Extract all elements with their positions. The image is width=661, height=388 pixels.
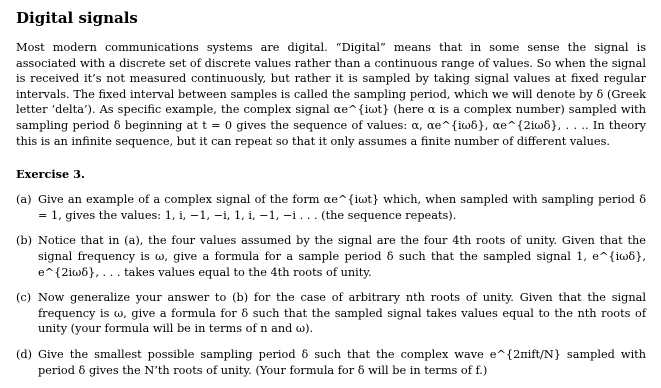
- exercise-item-text: Notice that in (a), the four values assumed by the signal are the four 4th roots of unity. Given that the signal frequency is ω, give a formula for a sample period δ such that the sampled signal 1, e^{iωδ}, e^{2iωδ}, . . . takes values equal to the 4th roots of unity.: [38, 234, 646, 279]
- exercise-item-c: [16, 290, 646, 337]
- exercise-item-label: (d): [16, 347, 33, 361]
- exercise-item-b: [16, 233, 646, 280]
- exercise-title: Exercise 3.: [16, 167, 85, 182]
- section-title: Digital signals: [16, 9, 138, 27]
- exercise-item-d: [16, 347, 646, 378]
- exercise-item-a: [16, 192, 646, 223]
- exercise-item-label: (c): [16, 291, 32, 305]
- exercise-item-label: (a): [16, 193, 32, 207]
- document-page: [16, 8, 646, 388]
- intro-paragraph: Most modern communications systems are digital. “Digital” means that in some sense the signal is associated with a discrete set of discrete values rather than a continuous range of values. So when the signal is received it’s not measured continuously, but rather it is sampled by taking signal values at fixed regular intervals. The fixed interval between samples is called the sampling period, which we will denote by δ (Greek letter ‘delta’). As specific example, the complex signal αe^{iωt} (here α is a complex number) sampled with sampling period δ beginning at t = 0 gives the sequence of values: α, αe^{iωδ}, αe^{2iωδ}, . . .. In theory this is an infinite sequence, but it can repeat so that it only assumes a finite number of different values.: [16, 41, 646, 148]
- exercise-item-text: Now generalize your answer to (b) for the case of arbitrary nth roots of unity. Given that the signal frequency is ω, give a formula for δ such that the sampled signal takes values equal to the nth roots of unity (your formula will be in terms of n and ω).: [38, 291, 646, 336]
- exercise-item-text: Give an example of a complex signal of the form αe^{iωt} which, when sampled with sampling period δ = 1, gives the values: 1, i, −1, −i, 1, i, −1, −i . . . (the sequence repeats).: [38, 193, 646, 222]
- exercise-item-text: Give the smallest possible sampling period δ such that the complex wave e^{2πift/N} sampled with period δ gives the N’th roots of unity. (Your formula for δ will be in terms of f.): [38, 347, 646, 377]
- exercise-item-label: (b): [16, 234, 33, 248]
